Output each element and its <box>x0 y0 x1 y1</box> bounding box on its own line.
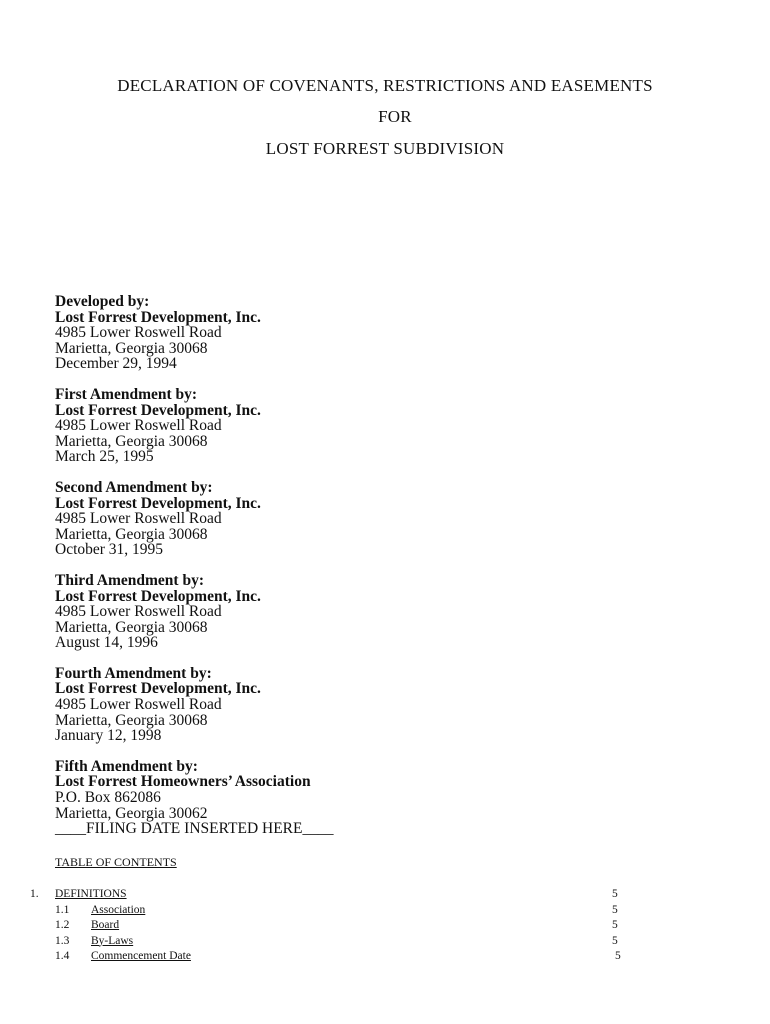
toc-page: 5 <box>615 950 621 962</box>
toc-title[interactable]: TABLE OF CONTENTS <box>55 855 177 869</box>
toc-number: 1. <box>30 888 39 900</box>
toc-number: 1.2 <box>55 919 70 931</box>
block-entity: Lost Forrest Development, Inc. <box>55 587 261 605</box>
block-date: ____FILING DATE INSERTED HERE____ <box>55 820 334 838</box>
toc-page: 5 <box>612 934 618 947</box>
block-date: January 12, 1998 <box>55 727 162 745</box>
block-address-line-1: 4985 Lower Roswell Road <box>55 324 222 342</box>
block-entity: Lost Forrest Development, Inc. <box>55 401 261 419</box>
fifth-amendment-block <box>55 759 333 837</box>
block-heading: Developed by: <box>55 293 150 310</box>
amendment-blocks <box>55 294 333 852</box>
toc-link-by-laws[interactable]: By-Laws <box>91 934 134 947</box>
toc-number: 1.1 <box>55 903 70 916</box>
block-heading: Second Amendment by: <box>55 478 213 496</box>
toc-link-board[interactable]: Board <box>91 919 120 931</box>
second-amendment-block <box>55 480 333 558</box>
block-heading: Third Amendment by: <box>55 571 204 589</box>
block-address-line-1: 4985 Lower Roswell Road <box>55 603 222 621</box>
first-amendment-block <box>55 387 333 465</box>
third-amendment-block <box>55 573 333 651</box>
block-heading: First Amendment by: <box>55 385 198 403</box>
subdivision-name: LOST FORREST SUBDIVISION <box>265 139 505 158</box>
toc-page: 5 <box>612 903 618 916</box>
block-date: October 31, 1995 <box>55 541 164 559</box>
block-date: December 29, 1994 <box>55 355 177 373</box>
block-address-line-2: Marietta, Georgia 30062 <box>55 804 208 822</box>
block-entity: Lost Forrest Development, Inc. <box>55 308 261 326</box>
block-entity: Lost Forrest Homeowners’ Association <box>55 773 311 791</box>
toc-row-definitions <box>0 888 770 904</box>
block-heading: Fifth Amendment by: <box>55 757 198 775</box>
toc-row-association <box>0 904 770 920</box>
block-address-line-1: P.O. Box 862086 <box>55 789 161 807</box>
toc-row-commencement-date <box>0 950 770 966</box>
block-address-line-2: Marietta, Georgia 30068 <box>55 618 208 636</box>
block-address-line-2: Marietta, Georgia 30068 <box>55 711 208 729</box>
toc-link-definitions[interactable]: DEFINITIONS <box>55 888 127 900</box>
block-address-line-2: Marietta, Georgia 30068 <box>55 432 208 450</box>
toc-page: 5 <box>612 919 618 931</box>
developer-block <box>55 294 333 372</box>
toc-number: 1.4 <box>55 950 70 962</box>
table-of-contents <box>0 888 770 966</box>
toc-number: 1.3 <box>55 934 70 947</box>
toc-link-commencement-date[interactable]: Commencement Date <box>91 950 191 962</box>
block-address-line-1: 4985 Lower Roswell Road <box>55 417 222 435</box>
toc-link-association[interactable]: Association <box>91 903 146 916</box>
document-title: DECLARATION OF COVENANTS, RESTRICTIONS AND EASEMENTS <box>117 76 653 95</box>
block-address-line-2: Marietta, Georgia 30068 <box>55 339 208 357</box>
toc-row-by-laws <box>0 935 770 951</box>
toc-row-board <box>0 919 770 935</box>
block-entity: Lost Forrest Development, Inc. <box>55 494 261 512</box>
block-entity: Lost Forrest Development, Inc. <box>55 680 261 698</box>
block-date: March 25, 1995 <box>55 448 154 466</box>
block-address-line-1: 4985 Lower Roswell Road <box>55 510 222 528</box>
fourth-amendment-block <box>55 666 333 744</box>
document-title-for: FOR <box>378 107 412 126</box>
toc-page: 5 <box>612 888 618 900</box>
block-address-line-1: 4985 Lower Roswell Road <box>55 696 222 714</box>
block-date: August 14, 1996 <box>55 634 158 652</box>
block-heading: Fourth Amendment by: <box>55 664 212 682</box>
block-address-line-2: Marietta, Georgia 30068 <box>55 525 208 543</box>
